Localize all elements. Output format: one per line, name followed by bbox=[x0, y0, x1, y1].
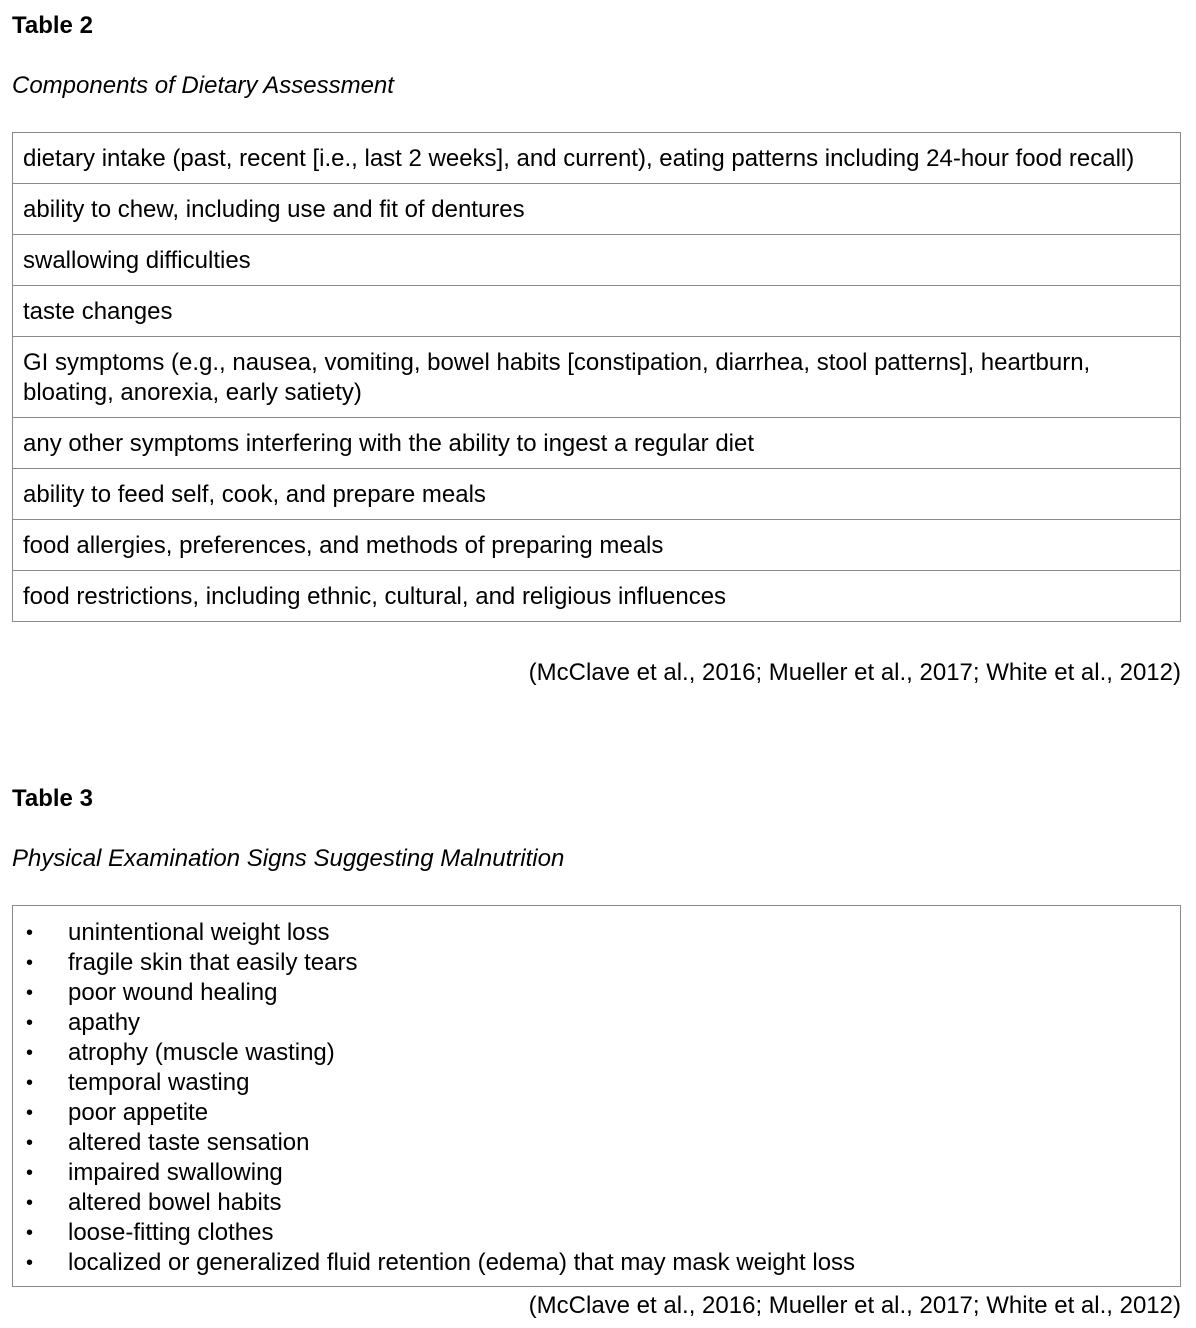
bullet-icon: • bbox=[26, 1192, 34, 1214]
list-item-text: fragile skin that easily tears bbox=[68, 949, 358, 976]
table2-label: Table 2 bbox=[12, 12, 93, 39]
table-row bbox=[13, 184, 1181, 235]
list-item-text: altered taste sensation bbox=[68, 1129, 310, 1156]
table-cell: ability to chew, including use and fit of dentures bbox=[13, 184, 1181, 235]
table-cell: any other symptoms interfering with the ability to ingest a regular diet bbox=[13, 418, 1181, 469]
list-item-text: impaired swallowing bbox=[68, 1159, 283, 1186]
table2-source: (McClave et al., 2016; Mueller et al., 2017; White et al., 2012) bbox=[528, 659, 1181, 686]
list-item-text: unintentional weight loss bbox=[68, 919, 330, 946]
dietary-assessment-table bbox=[12, 132, 1181, 622]
list-item-text: altered bowel habits bbox=[68, 1189, 282, 1216]
list-item bbox=[13, 1008, 1180, 1038]
list-item-text: apathy bbox=[68, 1009, 141, 1036]
list-item bbox=[13, 1158, 1180, 1188]
list-item-text: poor appetite bbox=[68, 1099, 209, 1126]
bullet-icon: • bbox=[26, 1252, 34, 1274]
list-item bbox=[13, 1128, 1180, 1158]
table2-caption: Components of Dietary Assessment bbox=[12, 72, 394, 99]
list-item-text: temporal wasting bbox=[68, 1069, 250, 1096]
bullet-icon: • bbox=[26, 952, 34, 974]
table-row bbox=[13, 235, 1181, 286]
list-item bbox=[13, 1248, 1180, 1278]
bullet-icon: • bbox=[26, 1102, 34, 1124]
table-row bbox=[13, 418, 1181, 469]
malnutrition-signs-box bbox=[12, 905, 1181, 1287]
malnutrition-signs-list bbox=[13, 906, 1180, 1286]
bullet-icon: • bbox=[26, 1012, 34, 1034]
bullet-icon: • bbox=[26, 982, 34, 1004]
list-item-text: atrophy (muscle wasting) bbox=[68, 1039, 335, 1066]
table-row bbox=[13, 469, 1181, 520]
list-item bbox=[13, 1098, 1180, 1128]
table-cell: taste changes bbox=[13, 286, 1181, 337]
list-item-text: poor wound healing bbox=[68, 979, 278, 1006]
list-item bbox=[13, 1218, 1180, 1248]
list-item bbox=[13, 948, 1180, 978]
table-cell: food restrictions, including ethnic, cultural, and religious influences bbox=[13, 571, 1181, 622]
list-item bbox=[13, 1188, 1180, 1218]
list-item bbox=[13, 1068, 1180, 1098]
table-cell: swallowing difficulties bbox=[13, 235, 1181, 286]
table-cell: food allergies, preferences, and methods of preparing meals bbox=[13, 520, 1181, 571]
table-row bbox=[13, 337, 1181, 418]
bullet-icon: • bbox=[26, 1162, 34, 1184]
table3-source: (McClave et al., 2016; Mueller et al., 2017; White et al., 2012) bbox=[528, 1292, 1181, 1319]
list-item bbox=[13, 1038, 1180, 1068]
table3-caption: Physical Examination Signs Suggesting Malnutrition bbox=[12, 845, 565, 872]
table3-label: Table 3 bbox=[12, 785, 93, 812]
list-item-text: loose-fitting clothes bbox=[68, 1219, 274, 1246]
bullet-icon: • bbox=[26, 1042, 34, 1064]
table-cell: GI symptoms (e.g., nausea, vomiting, bowel habits [constipation, diarrhea, stool patterns], heartburn, bloating, anorexia, early satiety) bbox=[13, 337, 1181, 418]
table-row bbox=[13, 133, 1181, 184]
list-item bbox=[13, 978, 1180, 1008]
bullet-icon: • bbox=[26, 922, 34, 944]
table-cell: ability to feed self, cook, and prepare meals bbox=[13, 469, 1181, 520]
bullet-icon: • bbox=[26, 1072, 34, 1094]
list-item bbox=[13, 918, 1180, 948]
table-cell: dietary intake (past, recent [i.e., last 2 weeks], and current), eating patterns including 24-hour food recall) bbox=[13, 133, 1181, 184]
list-item-text: localized or generalized fluid retention (edema) that may mask weight loss bbox=[68, 1249, 856, 1276]
table-row bbox=[13, 571, 1181, 622]
table-row bbox=[13, 520, 1181, 571]
bullet-icon: • bbox=[26, 1132, 34, 1154]
bullet-icon: • bbox=[26, 1222, 34, 1244]
table-row bbox=[13, 286, 1181, 337]
